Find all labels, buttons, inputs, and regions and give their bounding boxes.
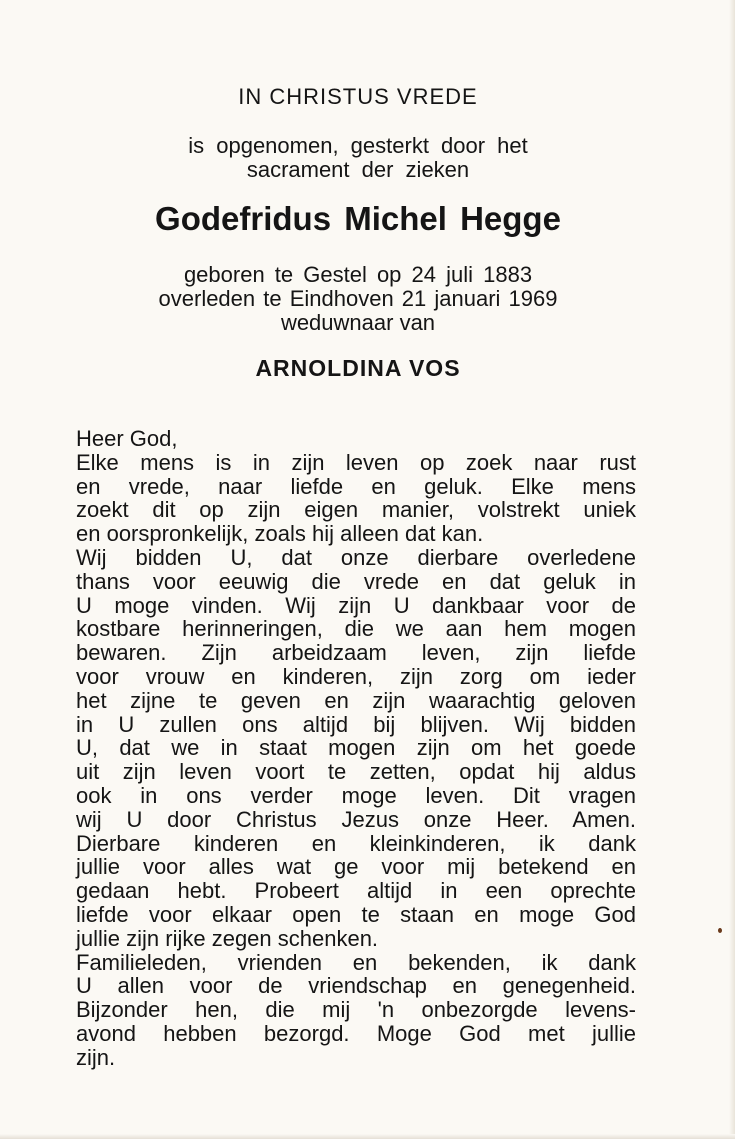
- prayer-line: jullie zijn rijke zegen schenken.: [76, 925, 379, 951]
- prayer-line: thans voor eeuwig die vrede en dat geluk in: [76, 568, 636, 594]
- birth-line: geboren te Gestel op 24 juli 1883: [183, 262, 533, 287]
- widower-line: weduwnaar van: [280, 310, 436, 335]
- prayer-line: het zijne te geven en zijn waarachtig geloven: [76, 687, 636, 713]
- prayer-line: in U zullen ons altijd bij blijven. Wij bidden: [76, 711, 636, 737]
- prayer-line: kostbare herinneringen, die we aan hem mogen: [76, 616, 636, 642]
- intro-line-1: is opgenomen, gesterkt door het: [188, 133, 528, 158]
- spouse-name: ARNOLDINA VOS: [255, 355, 461, 381]
- prayer-line: voor vrouw en kinderen, zijn zorg om ieder: [76, 663, 636, 689]
- prayer-text: [76, 427, 636, 1070]
- prayer-line: uit zijn leven voort te zetten, opdat hij aldus: [76, 759, 636, 785]
- ink-speck: [718, 928, 722, 933]
- prayer-line: wij U door Christus Jezus onze Heer. Amen.: [76, 806, 636, 832]
- prayer-line: U moge vinden. Wij zijn U dankbaar voor de: [76, 592, 636, 618]
- prayer-line: liefde voor elkaar open te staan en moge God: [76, 901, 636, 927]
- prayer-line: en oorspronkelijk, zoals hij alleen dat kan.: [76, 521, 484, 547]
- death-line: overleden te Eindhoven 21 januari 1969: [158, 286, 558, 311]
- prayer-line: Wij bidden U, dat onze dierbare overledene: [76, 544, 636, 570]
- prayer-line: ook in ons verder moge leven. Dit vragen: [76, 782, 636, 808]
- prayer-line: Bijzonder hen, die mij 'n onbezorgde levens-: [76, 997, 636, 1023]
- prayer-line: zijn.: [76, 1044, 116, 1070]
- prayer-line: en vrede, naar liefde en geluk. Elke mens: [76, 473, 636, 499]
- prayer-line: Dierbare kinderen en kleinkinderen, ik dank: [76, 830, 636, 856]
- prayer-line: jullie voor alles wat ge voor mij betekend en: [76, 854, 636, 880]
- prayer-line: bewaren. Zijn arbeidzaam leven, zijn liefde: [76, 640, 636, 666]
- prayer-line: U allen voor de vriendschap en genegenheid.: [76, 973, 636, 999]
- deceased-name: Godefridus Michel Hegge: [155, 200, 561, 237]
- prayer-line: Familieleden, vrienden en bekenden, ik dank: [76, 949, 636, 975]
- prayer-line: U, dat we in staat mogen zijn om het goede: [76, 735, 636, 761]
- card-edge-bottom: [0, 1134, 735, 1139]
- prayer-line: Heer God,: [76, 426, 178, 451]
- prayer-line: gedaan hebt. Probeert altijd in een oprechte: [76, 878, 636, 904]
- card-edge-right: [729, 0, 735, 1139]
- prayer-line: Elke mens is in zijn leven op zoek naar rust: [76, 449, 636, 475]
- prayer-line: zoekt dit op zijn eigen manier, volstrekt uniek: [76, 497, 636, 523]
- prayer-line: avond hebben bezorgd. Moge God met jullie: [76, 1020, 636, 1046]
- motto-heading: IN CHRISTUS VREDE: [238, 84, 478, 109]
- intro-line-2: sacrament der zieken: [246, 157, 470, 182]
